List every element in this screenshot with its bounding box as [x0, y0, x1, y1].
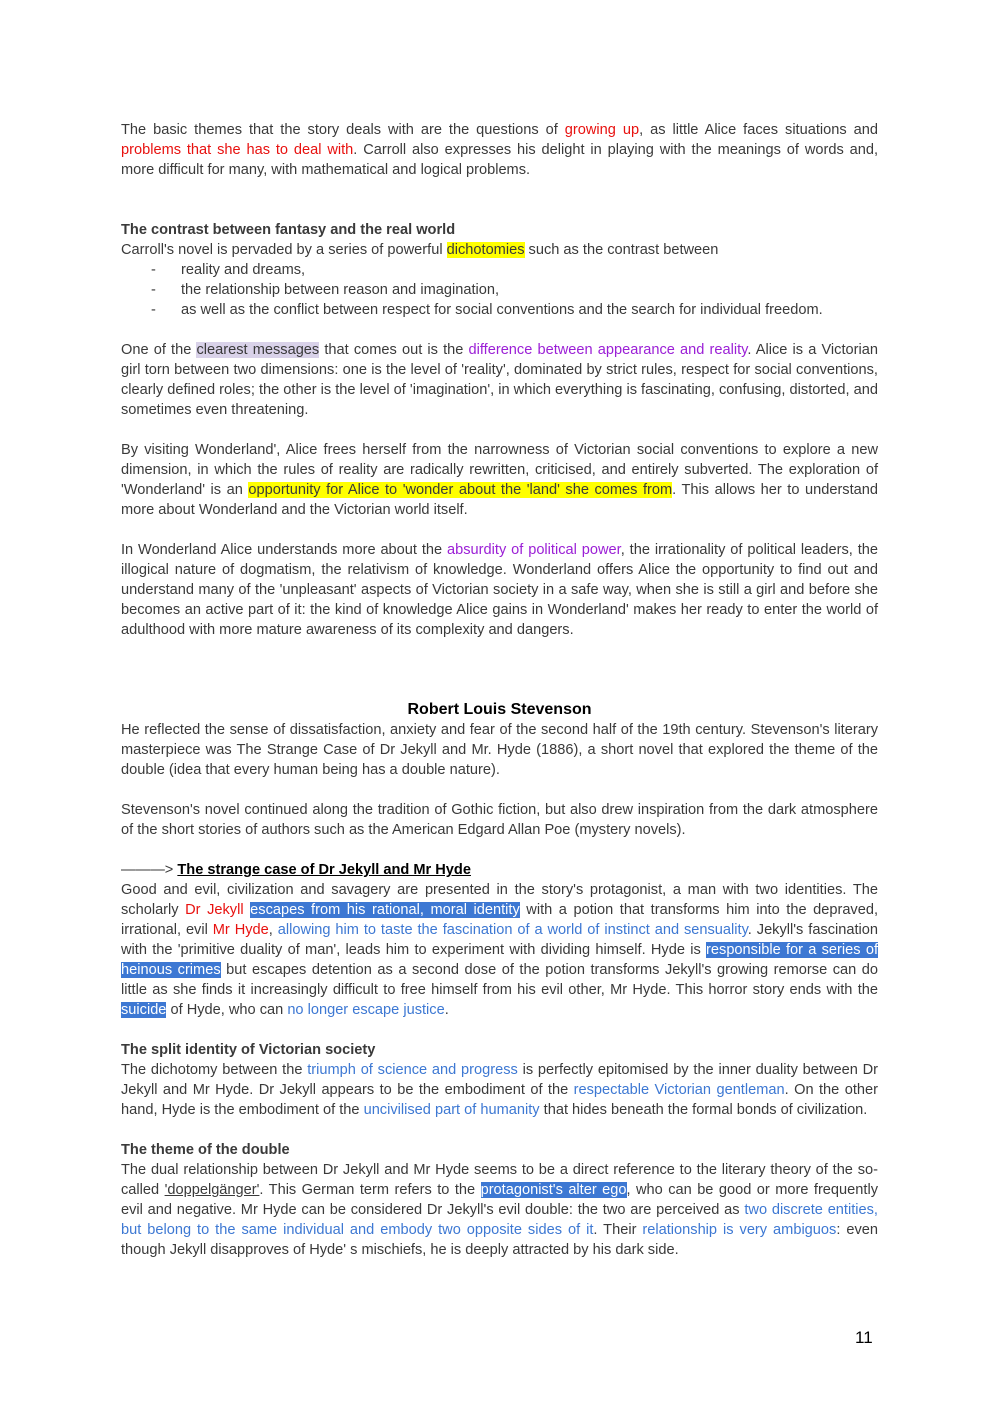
- paragraph-stevenson-intro: He reflected the sense of dissatisfaction, anxiety and fear of the second half of the 19th century. Stevenson's literary masterpiece was The Strange Case of Dr Jekyll and Mr. Hyde (1886), a short novel that explored the theme of the double (idea that every human being has a double nature).: [121, 722, 878, 778]
- emphasis-dr-jekyll: Dr Jekyll: [185, 902, 244, 918]
- emphasis-escape-justice: no longer escape justice: [287, 1002, 445, 1018]
- list-item: - the relationship between reason and imagination,: [151, 282, 500, 298]
- emphasis-growing-up: growing up: [564, 122, 640, 138]
- term-doppelganger: 'doppelgänger': [164, 1182, 260, 1198]
- emphasis-ambiguous: relationship is very ambiguos: [642, 1222, 837, 1238]
- section-heading-jekyll: The strange case of Dr Jekyll and Mr Hyde: [177, 862, 471, 878]
- emphasis-appearance-reality: difference between appearance and reality: [468, 342, 748, 358]
- list-item: - reality and dreams,: [151, 262, 306, 278]
- section-heading-split-identity: The split identity of Victorian society: [121, 1042, 376, 1058]
- highlight-dichotomies: dichotomies: [446, 242, 525, 258]
- emphasis-victorian-gentleman: respectable Victorian gentleman: [573, 1082, 785, 1098]
- emphasis-two-entities: two discrete entities, but belong to the same individual and embody two opposite sides of it: [121, 1202, 878, 1238]
- paragraph-visiting-wonderland: By visiting Wonderland', Alice frees herself from the narrowness of Victorian social conventions to explore a new dimension, in which the rules of reality are radically rewritten, criticised, and entirely subverted. The exploration of 'Wonderland' is an opportunity for Alice to 'wonder about the 'land' she comes from. This allows her to understand more about Wonderland and the Victorian world itself.: [121, 442, 879, 518]
- dichotomy-list: [121, 260, 878, 320]
- page-number: 11: [855, 1328, 873, 1347]
- paragraph-political-power: In Wonderland Alice understands more about the absurdity of political power, the irrationality of political leaders, the illogical nature of dogmatism, the relativism of knowledge. Wonderland offers Alice the opportunity to find out and understand many of the 'unpleasant' aspects of Victorian society in a safe way, when she is still a girl and before she becomes an active part of it: the kind of knowledge Alice gains in Wonderland' makes her ready to enter the world of adulthood with more mature awareness of its complexity and dangers.: [121, 542, 878, 638]
- paragraph-split-identity: The dichotomy between the triumph of science and progress is perfectly epitomised by the inner duality between Dr Jekyll and Mr Hyde. Dr Jekyll appears to be the embodiment of the respectable Victorian gentleman. On the other hand, Hyde is the embodiment of the uncivilised part of humanity that hides beneath the formal bonds of civilization.: [121, 1062, 879, 1118]
- paragraph-alice-themes: The basic themes that the story deals with are the questions of growing up, as little Alice faces situations and problems that she has to deal with. Carroll also expresses his delight in playing with the meanings of words and, more difficult for many, with mathematical and logical problems.: [121, 122, 879, 178]
- jekyll-heading-line: [121, 860, 878, 880]
- paragraph-dichotomies: Carroll's novel is pervaded by a series of powerful dichotomies such as the contrast between: [121, 242, 719, 258]
- highlight-heinous-crimes: responsible for a series of heinous crimes: [121, 942, 878, 978]
- emphasis-taste-fascination: allowing him to taste the fascination of a world of instinct and sensuality: [277, 922, 748, 938]
- paragraph-clearest-messages: One of the clearest messages that comes out is the difference between appearance and reality. Alice is a Victorian girl torn between two dimensions: one is the level of 'reality', dominated by strict rules, respect for social conventions, clearly defined roles; the other is the level of 'imagination', in which everything is fascinating, confusing, distorted, and sometimes even threatening.: [121, 342, 878, 418]
- arrow: ———>: [121, 862, 178, 878]
- paragraph-double: The dual relationship between Dr Jekyll and Mr Hyde seems to be a direct reference to the literary theory of the so-called 'doppelgänger'. This German term refers to the protagonist's alter ego, who can be good or more frequently evil and negative. Mr Hyde can be considered Dr Jekyll's evil double: the two are perceived as two discrete entities, but belong to the same individual and embody two opposite sides of it. Their relationship is very ambiguos: even though Jekyll disapproves of Hyde' s mischiefs, he is deeply attracted by his dark side.: [121, 1162, 879, 1258]
- list-item: - as well as the conflict between respect for social conventions and the search for individual freedom.: [151, 302, 823, 318]
- section-title-stevenson: Robert Louis Stevenson: [407, 701, 592, 718]
- emphasis-problems: problems that she has to deal with: [121, 142, 354, 158]
- emphasis-political-power: absurdity of political power: [447, 542, 621, 558]
- highlight-opportunity: opportunity for Alice to 'wonder about the 'land' she comes from: [248, 482, 673, 498]
- document-page: [121, 120, 878, 1260]
- emphasis-uncivilised-humanity: uncivilised part of humanity: [363, 1102, 540, 1118]
- section-heading-fantasy-reality: The contrast between fantasy and the real world: [121, 222, 456, 238]
- emphasis-mr-hyde: Mr Hyde: [212, 922, 269, 938]
- emphasis-science-progress: triumph of science and progress: [307, 1062, 518, 1078]
- highlight-escapes-identity: escapes from his rational, moral identity: [250, 902, 520, 918]
- paragraph-jekyll-plot: Good and evil, civilization and savagery are presented in the story's protagonist, a man with two identities. The scholarly Dr Jekyll escapes from his rational, moral identity with a potion that transforms him into the depraved, irrational, evil Mr Hyde, allowing him to taste the fascination of a world of instinct and sensuality. Jekyll's fascination with the 'primitive duality of man', leads him to experiment with dividing himself. Hyde is responsible for a series of heinous crimes but escapes detention as a second dose of the potion transforms Jekyll's growing remorse can do little as she finds it increasingly difficult to free himself from his evil other, Mr Hyde. This horror story ends with the suicide of Hyde, who can no longer escape justice.: [121, 882, 879, 1018]
- section-heading-double: The theme of the double: [121, 1142, 290, 1158]
- highlight-alter-ego: protagonist's alter ego: [480, 1182, 627, 1198]
- paragraph-stevenson-gothic: Stevenson's novel continued along the tradition of Gothic fiction, but also drew inspiration from the dark atmosphere of the short stories of authors such as the American Edgard Allan Poe (mystery novels).: [121, 802, 878, 838]
- highlight-suicide: suicide: [121, 1002, 167, 1018]
- highlight-clearest-messages: clearest messages: [196, 342, 320, 358]
